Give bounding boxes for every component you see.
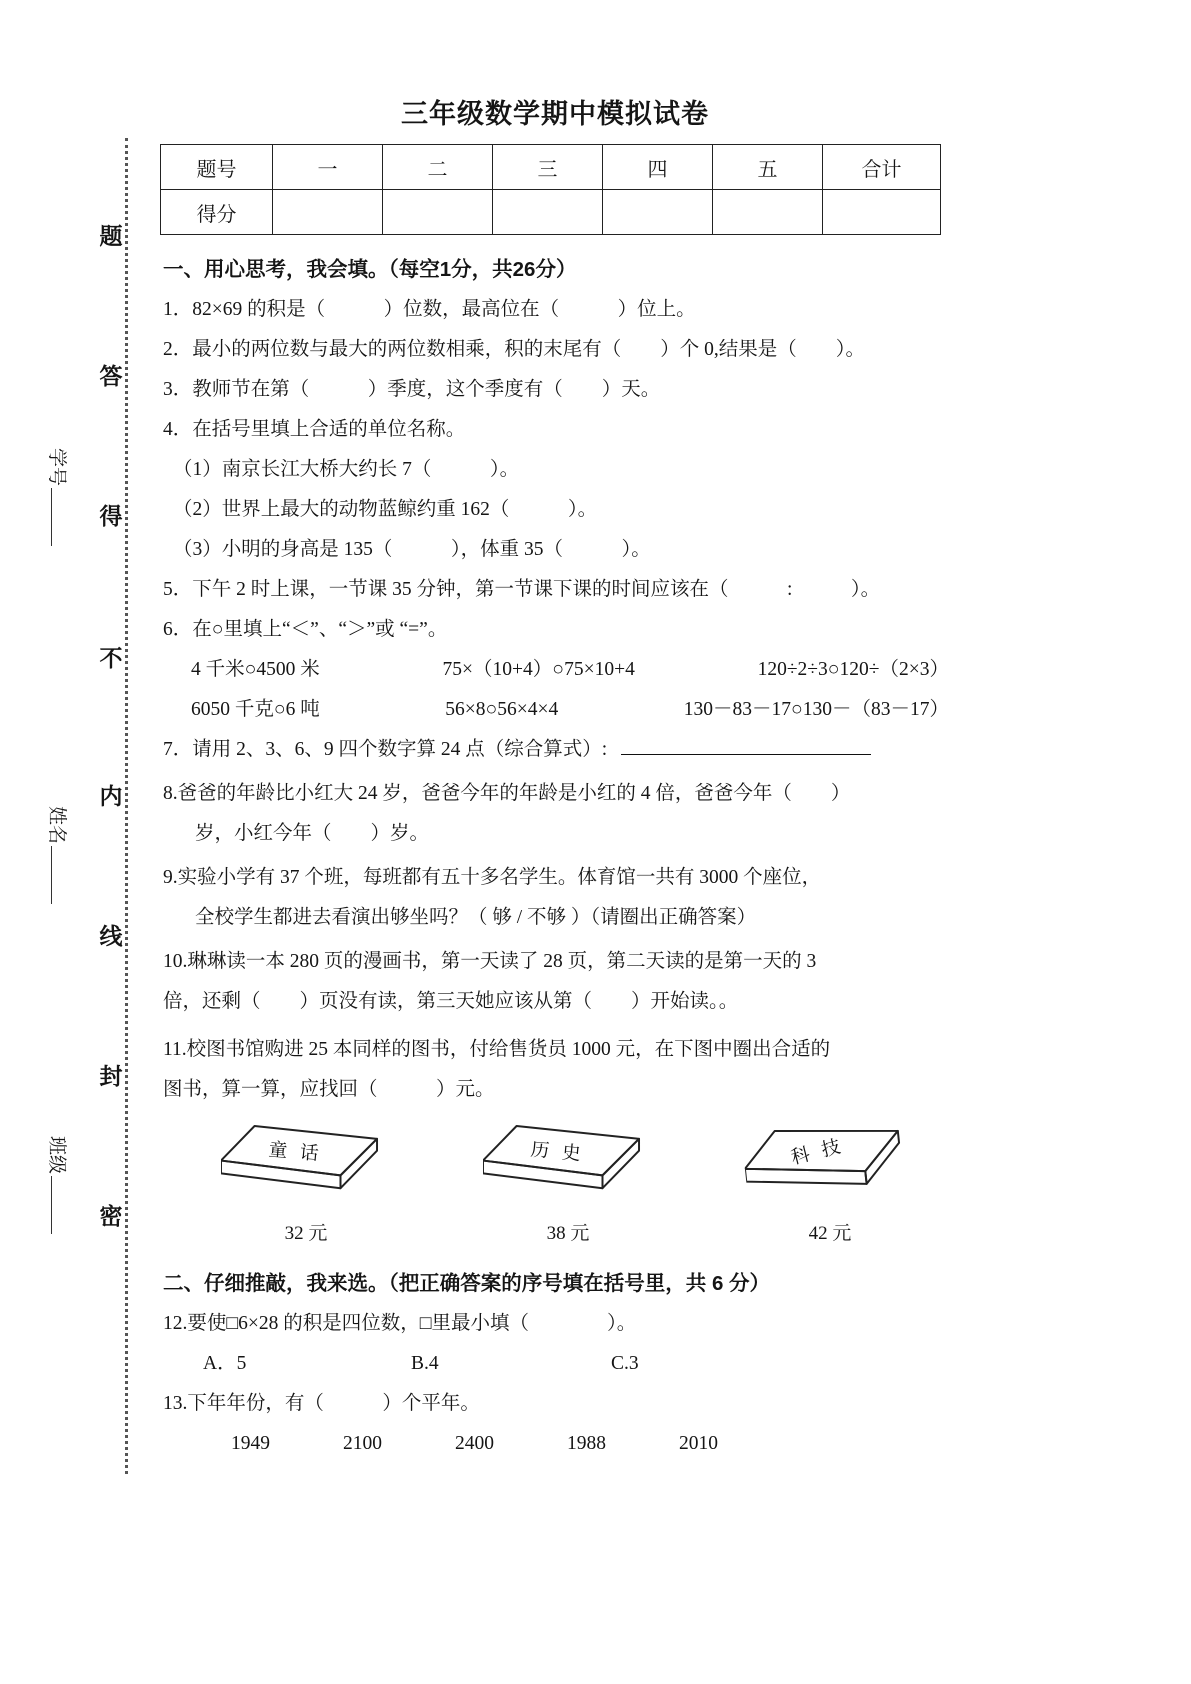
score-cell	[713, 190, 823, 235]
question-5: 5．下午 2 时上课，一节课 35 分钟，第一节课下课的时间应该在（ : ）。	[163, 579, 881, 600]
column-total: 合计	[823, 145, 941, 190]
seal-char: 密	[99, 1204, 123, 1229]
score-cell	[383, 190, 493, 235]
question-9-line2: 全校学生都进去看演出够坐吗？（ 够 / 不够 ）（请圈出正确答案）	[195, 907, 757, 928]
question-6-row2	[163, 690, 955, 730]
seal-label-name	[45, 806, 72, 904]
year-item: 2400	[455, 1433, 494, 1454]
question-4-sub1: （1）南京长江大桥大约长 7（ ）。	[173, 459, 520, 480]
year-item: 2010	[679, 1433, 718, 1454]
question-12: 12.要使□6×28 的积是四位数，□里最小填（ ）。	[163, 1313, 637, 1334]
book-title: 童 话	[267, 1139, 324, 1166]
book-title: 科 技	[788, 1135, 847, 1169]
score-cell	[273, 190, 383, 235]
book-price: 38 元	[546, 1223, 590, 1244]
compare-item: 56×8○56×4×4	[445, 699, 559, 720]
question-6: 6．在○里填上“＜”、“＞”或 “=”。	[163, 619, 448, 640]
question-8-line2: 岁，小红今年（ ）岁。	[195, 823, 430, 844]
column-four: 四	[603, 145, 713, 190]
question-4-sub2: （2）世界上最大的动物蓝鲸约重 162（ ）。	[173, 499, 598, 520]
class-label: 班级	[46, 1136, 67, 1175]
score-cell	[603, 190, 713, 235]
book-title: 历 史	[529, 1139, 586, 1166]
exam-title: 三年级数学期中模拟试卷	[401, 99, 709, 129]
column-five: 五	[713, 145, 823, 190]
section1-heading: 一、用心思考，我会填。（每空1分，共26分）	[163, 258, 577, 281]
name-label: 姓名	[46, 806, 67, 845]
question-11-line1: 11.校图书馆购进 25 本同样的图书，付给售货员 1000 元，在下图中圈出合适的	[163, 1039, 831, 1060]
compare-item: 4 千米○4500 米	[191, 659, 320, 680]
seal-dotted-line	[125, 138, 128, 1474]
column-one: 一	[273, 145, 383, 190]
books-row	[163, 1114, 955, 1254]
question-3: 3．教师节在第（ ）季度，这个季度有（ ）天。	[163, 379, 661, 400]
question-1: 1．82×69 的积是（ ）位数，最高位在（ ）位上。	[163, 299, 696, 320]
question-6-row1	[163, 650, 955, 690]
option-b: B.4	[411, 1353, 439, 1374]
question-9-line1: 9.实验小学有 37 个班，每班都有五十多名学生。体育馆一共有 3000 个座位，	[163, 867, 822, 888]
book-fairy-tale	[221, 1120, 391, 1254]
question-4: 4．在括号里填上合适的单位名称。	[163, 419, 466, 440]
score-cell	[493, 190, 603, 235]
seal-char: 内	[99, 784, 123, 809]
book-price: 32 元	[284, 1223, 328, 1244]
option-a: A．5	[203, 1353, 247, 1374]
seal-char: 不	[99, 646, 123, 671]
student-id-fill-line	[51, 488, 70, 546]
year-item: 1949	[231, 1433, 270, 1454]
seal-char: 封	[99, 1064, 123, 1089]
question-number-label: 题号	[161, 145, 273, 190]
class-fill-line	[51, 1176, 70, 1234]
question-4-sub3: （3）小明的身高是 135（ ），体重 35（ ）。	[173, 539, 651, 560]
question-7	[163, 730, 955, 770]
seal-char: 得	[99, 504, 123, 529]
question-13: 13.下年年份，有（ ）个平年。	[163, 1393, 480, 1414]
seal-char: 线	[99, 924, 123, 949]
year-item: 1988	[567, 1433, 606, 1454]
question-13-years	[163, 1424, 955, 1464]
book-science	[745, 1120, 915, 1254]
name-fill-line	[51, 846, 70, 904]
compare-item: 75×（10+4）○75×10+4	[442, 659, 635, 680]
book-price: 42 元	[808, 1223, 852, 1244]
question-8-line1: 8.爸爸的年龄比小红大 24 岁，爸爸今年的年龄是小红的 4 倍，爸爸今年（ ）	[163, 783, 851, 804]
question-12-options	[163, 1344, 955, 1384]
seal-char: 题	[99, 224, 123, 249]
column-three: 三	[493, 145, 603, 190]
score-label: 得分	[161, 190, 273, 235]
compare-item: 6050 千克○6 吨	[191, 699, 320, 720]
score-table	[160, 144, 941, 235]
question-2: 2．最小的两位数与最大的两位数相乘，积的末尾有（ ）个 0,结果是（ ）。	[163, 339, 866, 360]
score-table-header-row	[161, 145, 941, 190]
score-table-score-row	[161, 190, 941, 235]
column-two: 二	[383, 145, 493, 190]
score-cell	[823, 190, 941, 235]
book-history	[483, 1120, 653, 1254]
question-10-line1: 10.琳琳读一本 280 页的漫画书，第一天读了 28 页，第二天读的是第一天的 3	[163, 951, 817, 972]
question-11-line2: 图书，算一算，应找回（ ）元。	[163, 1079, 495, 1100]
student-id-label: 学号	[46, 448, 67, 487]
book-illustration	[483, 1120, 641, 1211]
question-7-text: 7．请用 2、3、6、9 四个数字算 24 点（综合算式）:	[163, 739, 608, 760]
seal-label-student-id	[45, 448, 72, 546]
question-10-line2: 倍，还剩（ ）页没有读，第三天她应该从第（ ）开始读。。	[163, 991, 739, 1012]
compare-item: 120÷2÷3○120÷（2×3）	[757, 659, 949, 680]
seal-char: 答	[99, 364, 123, 389]
option-c: C.3	[611, 1353, 639, 1374]
book-illustration	[741, 1112, 908, 1219]
exam-body	[163, 250, 955, 1464]
answer-blank-line	[621, 734, 871, 755]
compare-item: 130－83－17○130－（83－17）	[683, 699, 949, 720]
seal-label-class	[45, 1136, 72, 1234]
year-item: 2100	[343, 1433, 382, 1454]
section2-heading: 二、仔细推敲，我来选。（把正确答案的序号填在括号里，共 6 分）	[163, 1272, 771, 1295]
book-illustration	[221, 1120, 379, 1211]
